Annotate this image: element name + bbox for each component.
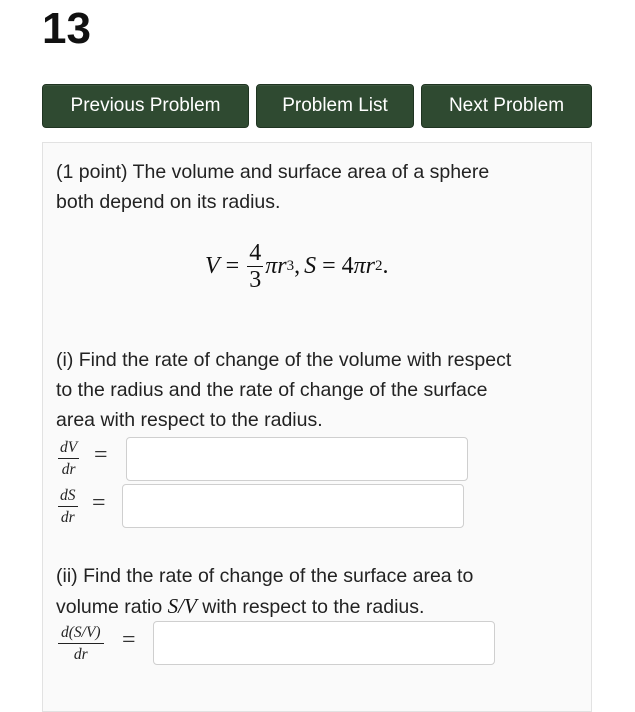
ds-numerator: dS	[58, 487, 78, 507]
four-thirds-fraction	[247, 240, 263, 293]
radius-symbol-2: r	[365, 252, 376, 279]
surface-symbol: S	[304, 252, 317, 279]
ds-dr-derivative	[58, 487, 78, 528]
equals-sign: =	[225, 252, 240, 279]
dv-denominator: dr	[61, 461, 76, 478]
volume-symbol: V	[205, 252, 220, 279]
dv-dr-answer-input[interactable]	[126, 437, 468, 481]
ratio-equals: =	[122, 627, 136, 653]
part2-line-2	[56, 591, 424, 622]
problem-number: 13	[42, 4, 91, 53]
intro-line-2: both depend on its radius.	[56, 191, 281, 213]
dv-dr-derivative	[58, 439, 79, 480]
pi-symbol: π	[265, 252, 278, 279]
formula-period: .	[382, 252, 389, 279]
ratio-symbol: S/V	[167, 594, 197, 618]
pi-symbol-2: π	[353, 252, 366, 279]
part1-line-3: area with respect to the radius.	[56, 409, 323, 431]
ratio-numerator: d(S/V)	[58, 624, 104, 644]
ratio-answer-input[interactable]	[153, 621, 495, 665]
part1-line-2: to the radius and the rate of change of the surface	[56, 379, 488, 401]
cube-exponent: 3	[286, 257, 295, 274]
ratio-denominator: dr	[73, 646, 88, 663]
part2-line-2-suffix: with respect to the radius.	[196, 596, 425, 618]
part2-line-2-prefix: volume ratio	[56, 596, 168, 618]
problem-list-button[interactable]: Problem List	[256, 84, 414, 128]
next-problem-button[interactable]: Next Problem	[421, 84, 592, 128]
fraction-denominator: 3	[249, 266, 262, 293]
dv-equals: =	[94, 442, 108, 468]
ds-equals: =	[92, 490, 106, 516]
sphere-formula	[205, 236, 389, 296]
fraction-numerator: 4	[249, 239, 262, 266]
coefficient: 4	[341, 252, 354, 279]
part2-line-1: (ii) Find the rate of change of the surface area to	[56, 565, 474, 587]
previous-problem-button[interactable]: Previous Problem	[42, 84, 249, 128]
ratio-derivative	[58, 624, 104, 665]
dv-numerator: dV	[58, 439, 79, 459]
ds-denominator: dr	[60, 509, 75, 526]
square-exponent: 2	[375, 257, 383, 274]
part1-line-1: (i) Find the rate of change of the volume with respect	[56, 349, 512, 371]
radius-symbol: r	[277, 252, 287, 279]
ds-dr-answer-input[interactable]	[122, 484, 464, 528]
equals-sign-2: =	[322, 252, 336, 279]
intro-line-1: (1 point) The volume and surface area of a sphere	[56, 161, 490, 183]
formula-separator: ,	[294, 252, 301, 279]
